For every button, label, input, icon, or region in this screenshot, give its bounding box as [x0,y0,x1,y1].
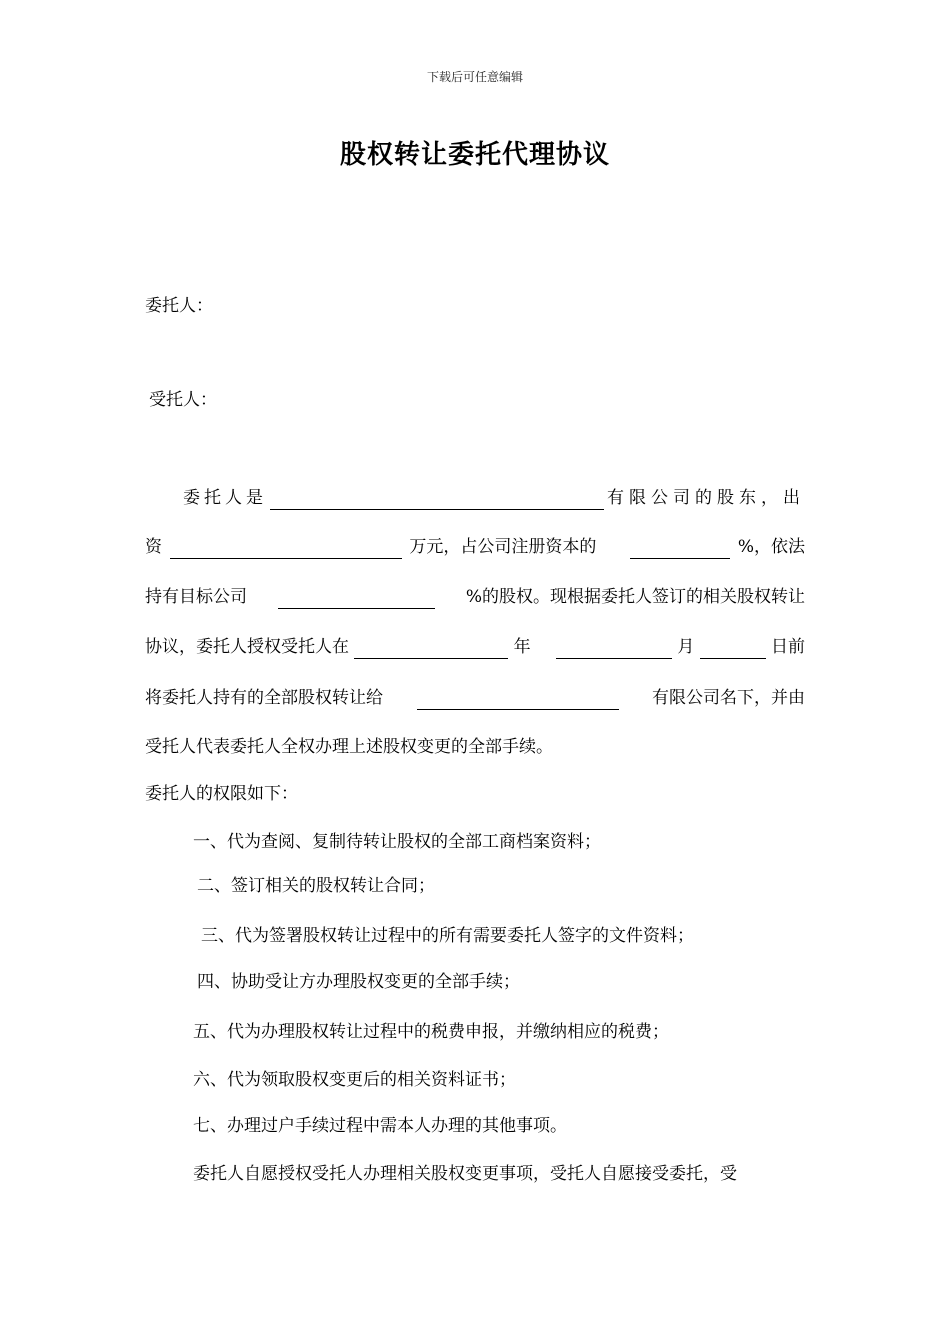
company-blank [270,489,604,510]
month-blank [556,638,672,659]
agent-label: 受托人： [149,390,217,410]
principal-label: 委托人： [145,296,213,316]
closing-text: 委托人自愿授权受托人办理相关股权变更事项，受托人自愿接受委托，受 [193,1164,737,1184]
power-item: 四、协助受让方办理股权变更的全部手续； [197,972,520,992]
body-text: 委托人是 [183,488,267,508]
body-text: 月 [677,637,695,657]
body-line-2 [145,535,805,559]
body-text: %，依法 [737,537,805,557]
body-text: 有限公司名下，并由 [652,688,805,708]
transferee-blank [417,689,619,710]
body-text: 将委托人持有的全部股权转让给 [145,688,383,708]
power-item: 五、代为办理股权转让过程中的税费申报，并缴纳相应的税费； [193,1022,669,1042]
body-text: 年 [513,637,531,657]
body-line-1 [145,486,805,510]
document-title: 股权转让委托代理协议 [339,140,610,170]
body-text: %的股权。现根据委托人签订的相关股权转让 [465,587,805,607]
body-text: 持有目标公司 [145,587,247,607]
body-line-4 [145,635,805,659]
capital-amount-blank [170,538,402,559]
day-blank [700,638,766,659]
power-item: 三、代为签署股权转让过程中的所有需要委托人签字的文件资料； [201,926,694,946]
year-blank [354,638,508,659]
body-text: 协议，委托人授权受托人在 [145,637,349,657]
power-item: 六、代为领取股权变更后的相关资料证书； [193,1070,516,1090]
body-line-3 [145,585,805,609]
body-text: 有限公司的股东，出 [607,488,805,508]
equity-percent-blank [278,588,435,609]
body-line-6: 受托人代表委托人全权办理上述股权变更的全部手续。 [145,737,553,757]
body-text: 日前 [770,637,805,657]
power-item: 二、签订相关的股权转让合同； [197,876,435,896]
body-line-5 [145,686,805,710]
body-text: 万元，占公司注册资本的 [409,537,597,557]
share-percent-blank [630,538,730,559]
header-note: 下载后可任意编辑 [426,70,523,84]
body-text: 资 [145,537,162,557]
power-item: 七、办理过户手续过程中需本人办理的其他事项。 [193,1116,567,1136]
powers-heading: 委托人的权限如下： [145,784,298,804]
power-item: 一、代为查阅、复制待转让股权的全部工商档案资料； [193,832,601,852]
